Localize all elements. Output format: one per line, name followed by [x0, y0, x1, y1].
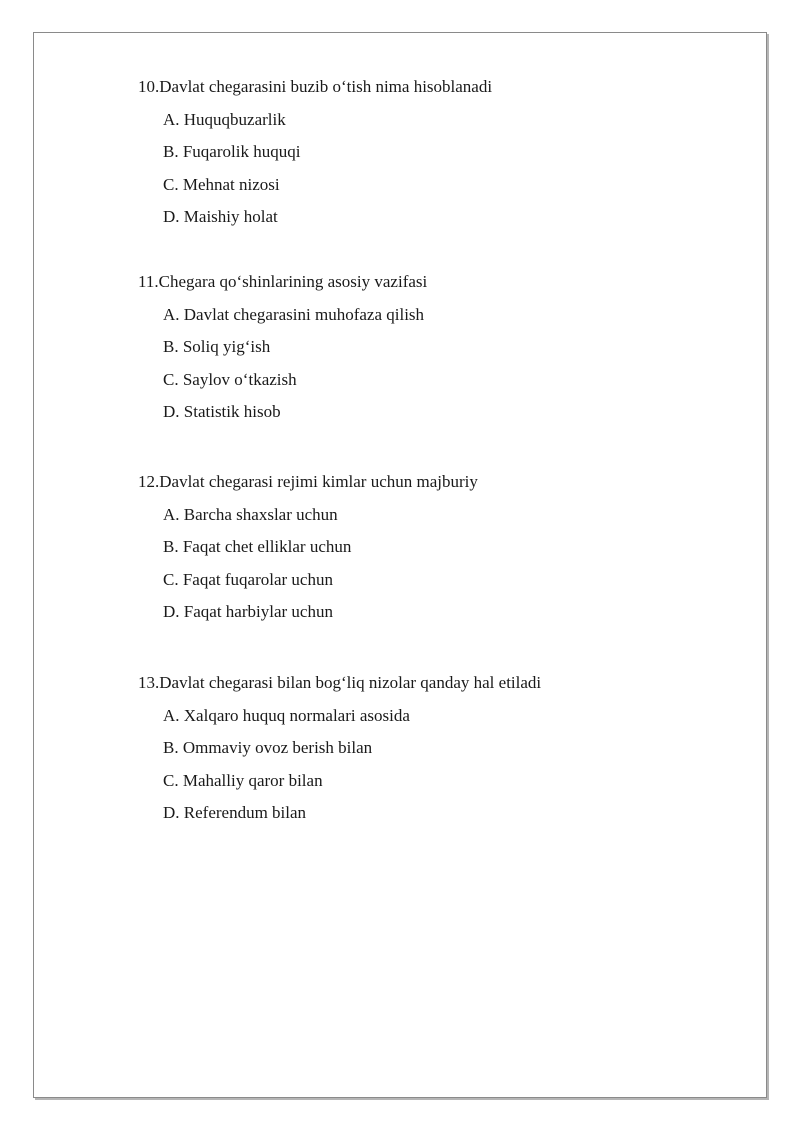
answer-option-d: D. Maishiy holat	[163, 207, 278, 226]
answer-option-d: D. Statistik hisob	[163, 402, 281, 421]
answer-option-a: A. Xalqaro huquq normalari asosida	[163, 705, 410, 725]
answer-option-c: C. Mahalliy qaror bilan	[163, 770, 323, 790]
answer-option-b: B. Ommaviy ovoz berish bilan	[163, 738, 373, 757]
answer-option-b: B. Faqat chet elliklar uchun	[163, 537, 352, 556]
question-text: 12.Davlat chegarasi rejimi kimlar uchun majburiy	[138, 472, 478, 491]
answer-option-c: C. Faqat fuqarolar uchun	[163, 569, 333, 589]
answer-option-d: D. Faqat harbiylar uchun	[163, 602, 333, 621]
question-11	[138, 272, 738, 422]
answer-option-a: A. Barcha shaxslar uchun	[163, 504, 338, 524]
answer-option-b: B. Soliq yig‘ish	[163, 337, 271, 356]
question-12	[138, 472, 738, 622]
answer-option-a: A. Davlat chegarasini muhofaza qilish	[163, 304, 425, 324]
answer-option-a: A. Huquqbuzarlik	[163, 109, 286, 129]
answer-option-d: D. Referendum bilan	[163, 803, 307, 822]
question-text: 13.Davlat chegarasi bilan bog‘liq nizolar qanday hal etiladi	[138, 673, 542, 692]
question-text: 11.Chegara qo‘shinlarining asosiy vazifasi	[138, 272, 428, 291]
question-text: 10.Davlat chegarasini buzib o‘tish nima hisoblanadi	[138, 77, 493, 96]
answer-option-c: C. Saylov o‘tkazish	[163, 369, 297, 389]
question-10	[138, 77, 738, 227]
answer-option-c: C. Mehnat nizosi	[163, 174, 280, 194]
answer-option-b: B. Fuqarolik huquqi	[163, 142, 301, 161]
question-13	[138, 673, 738, 823]
